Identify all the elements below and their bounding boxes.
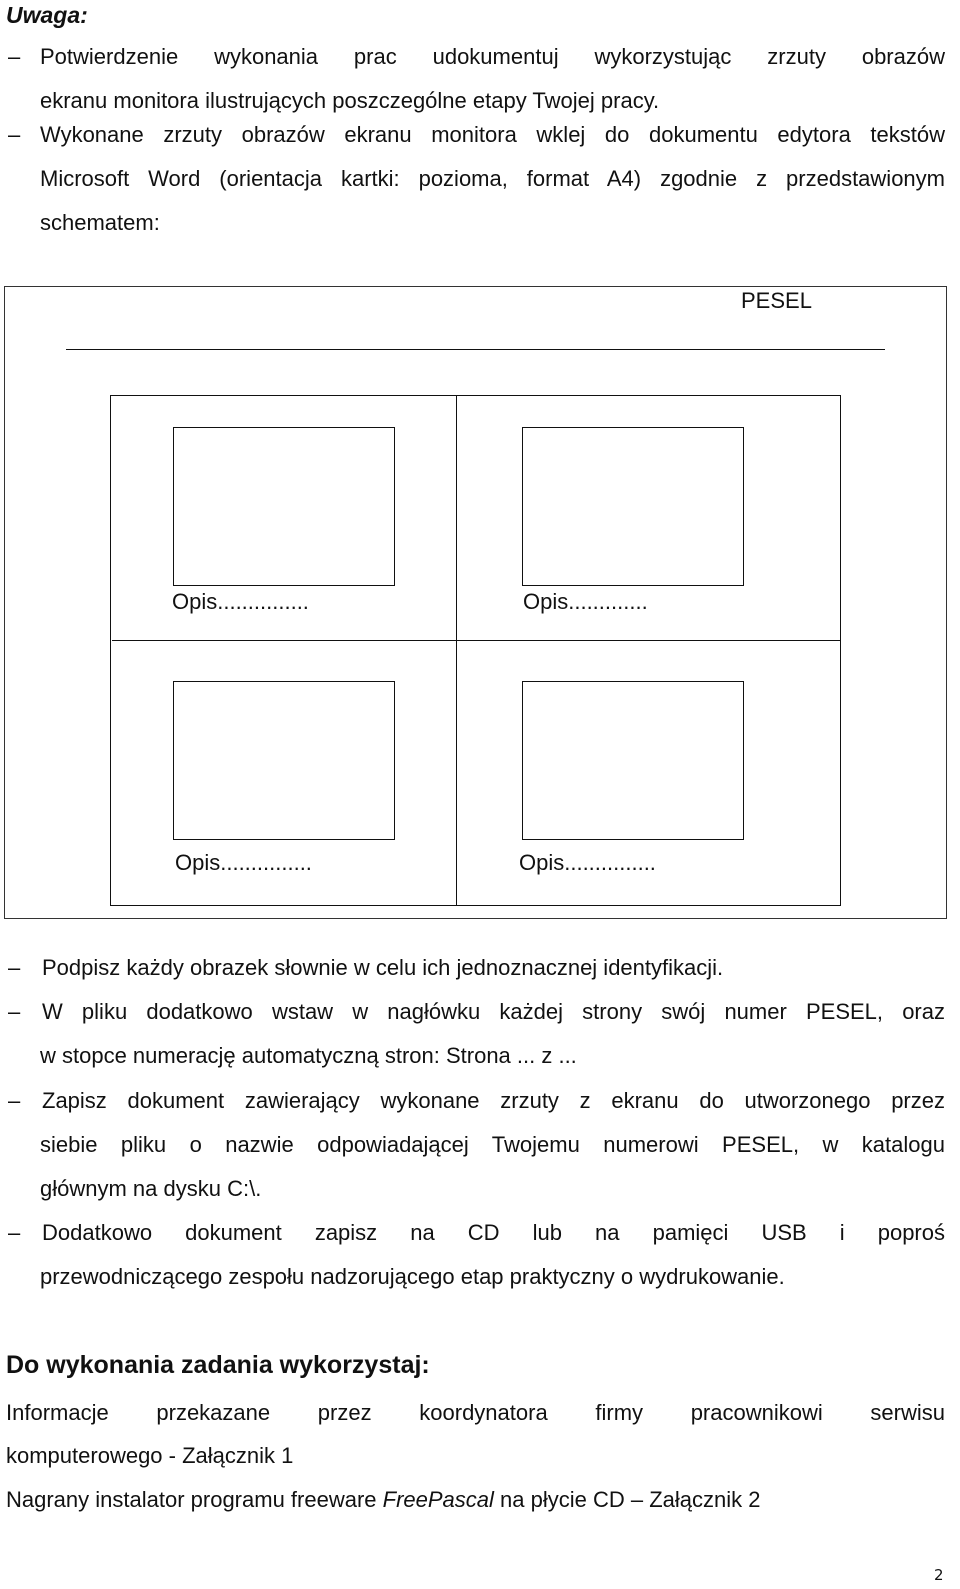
caption-placeholder: Opis.............: [523, 589, 648, 614]
screenshot-placeholder: [173, 427, 395, 586]
freepascal-name: FreePascal: [382, 1487, 494, 1512]
screenshot-placeholder: [522, 427, 744, 586]
bullet-4-line-2: w stopce numerację automatyczną stron: Strona ... z ...: [40, 1043, 577, 1068]
section-line-3-start: Nagrany instalator programu freeware: [6, 1487, 383, 1512]
bullet-3-line-1: Podpisz każdy obrazek słownie w celu ich jednoznacznej identyfikacji.: [42, 955, 724, 980]
bullet-dash: –: [8, 122, 21, 147]
schema-pesel-label: PESEL: [741, 288, 812, 313]
section-line-1: Informacje przekazane przez koordynatora firmy pracownikowi serwisu: [6, 1400, 945, 1425]
bullet-6-line-2: przewodniczącego zespołu nadzorującego etap praktyczny o wydrukowanie.: [40, 1264, 785, 1289]
bullet-dash: –: [8, 999, 21, 1024]
bullet-5-line-1: Zapisz dokument zawierający wykonane zrzuty z ekranu do utworzonego przez: [42, 1088, 945, 1113]
bullet-2-line-3: schematem:: [40, 210, 160, 235]
screenshot-placeholder: [173, 681, 395, 840]
section-line-2: komputerowego - Załącznik 1: [6, 1443, 294, 1468]
bullet-dash: –: [8, 44, 21, 69]
bullet-4-line-1: W pliku dodatkowo wstaw w nagłówku każdej strony swój numer PESEL, oraz: [42, 999, 945, 1024]
caption-placeholder: Opis...............: [172, 589, 309, 614]
caption-placeholder: Opis...............: [175, 850, 312, 875]
bullet-1-line-2: ekranu monitora ilustrujących poszczególne etapy Twojej pracy.: [40, 88, 660, 113]
schema-grid-divider-horizontal: [112, 640, 841, 641]
caption-placeholder: Opis...............: [519, 850, 656, 875]
bullet-2-line-1: Wykonane zrzuty obrazów ekranu monitora wklej do dokumentu edytora tekstów: [40, 122, 945, 147]
bullet-1-line-1: Potwierdzenie wykonania prac udokumentuj wykorzystując zrzuty obrazów: [40, 44, 945, 69]
section-line-3: [6, 1487, 760, 1513]
bullet-5-line-3: głównym na dysku C:\.: [40, 1176, 262, 1201]
section-title: Do wykonania zadania wykorzystaj:: [6, 1351, 430, 1379]
section-line-3-end: na płycie CD – Załącznik 2: [493, 1487, 761, 1512]
schema-grid-divider-vertical: [456, 395, 457, 906]
bullet-dash: –: [8, 955, 21, 980]
bullet-dash: –: [8, 1088, 21, 1113]
screenshot-placeholder: [522, 681, 744, 840]
page-number: 2: [934, 1566, 944, 1584]
bullet-2-line-2: Microsoft Word (orientacja kartki: pozioma, format A4) zgodnie z przedstawionym: [40, 166, 945, 191]
bullet-6-line-1: Dodatkowo dokument zapisz na CD lub na pamięci USB i poproś: [42, 1220, 945, 1245]
schema-header-line: [66, 349, 885, 350]
bullet-dash: –: [8, 1220, 21, 1245]
bullet-5-line-2: siebie pliku o nazwie odpowiadającej Twojemu numerowi PESEL, w katalogu: [40, 1132, 945, 1157]
note-heading: Uwaga:: [6, 2, 88, 28]
